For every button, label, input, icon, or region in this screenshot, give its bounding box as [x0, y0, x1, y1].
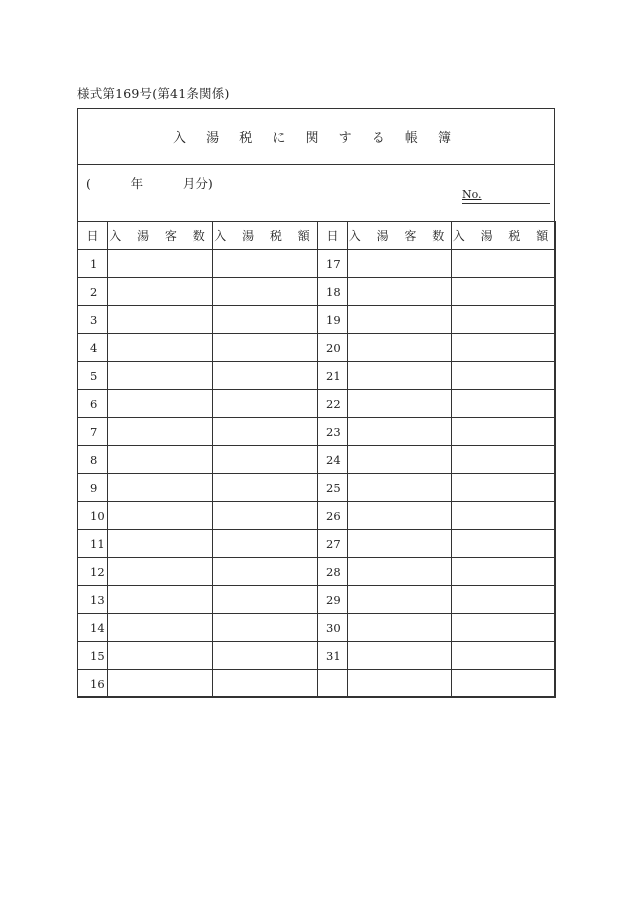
visitors-cell[interactable] [108, 446, 213, 474]
day-cell: 2 [78, 278, 108, 306]
visitors-cell[interactable] [108, 670, 213, 698]
day-cell: 26 [318, 502, 348, 530]
table-row [78, 362, 556, 390]
day-cell: 1 [78, 250, 108, 278]
day-cell: 17 [318, 250, 348, 278]
visitors-cell[interactable] [348, 670, 452, 698]
table-row [78, 670, 556, 698]
tax-cell[interactable] [452, 586, 556, 614]
day-cell: 4 [78, 334, 108, 362]
visitors-cell[interactable] [348, 390, 452, 418]
tax-cell[interactable] [452, 502, 556, 530]
table-row [78, 642, 556, 670]
tax-cell[interactable] [213, 670, 318, 698]
visitors-cell[interactable] [108, 530, 213, 558]
visitors-cell[interactable] [348, 586, 452, 614]
header-row [78, 222, 556, 250]
visitors-cell[interactable] [108, 558, 213, 586]
table-row [78, 250, 556, 278]
visitors-cell[interactable] [348, 558, 452, 586]
table-row [78, 586, 556, 614]
visitors-cell[interactable] [108, 390, 213, 418]
visitors-cell[interactable] [108, 586, 213, 614]
day-cell [318, 670, 348, 698]
day-cell: 28 [318, 558, 348, 586]
tax-cell[interactable] [452, 614, 556, 642]
day-cell: 7 [78, 418, 108, 446]
day-cell: 24 [318, 446, 348, 474]
visitors-cell[interactable] [108, 306, 213, 334]
form-title: 入 湯 税 に 関 す る 帳 簿 [172, 131, 460, 146]
tax-cell[interactable] [213, 530, 318, 558]
visitors-cell[interactable] [108, 250, 213, 278]
day-cell: 22 [318, 390, 348, 418]
visitors-cell[interactable] [348, 474, 452, 502]
day-cell: 11 [78, 530, 108, 558]
tax-cell[interactable] [452, 474, 556, 502]
tax-cell[interactable] [213, 390, 318, 418]
visitors-cell[interactable] [348, 614, 452, 642]
day-cell: 16 [78, 670, 108, 698]
tax-cell[interactable] [452, 334, 556, 362]
day-cell: 12 [78, 558, 108, 586]
day-cell: 8 [78, 446, 108, 474]
table-row [78, 558, 556, 586]
table-row [78, 446, 556, 474]
table-row [78, 306, 556, 334]
tax-cell[interactable] [213, 614, 318, 642]
tax-cell[interactable] [213, 334, 318, 362]
day-cell: 25 [318, 474, 348, 502]
visitors-cell[interactable] [108, 642, 213, 670]
tax-cell[interactable] [213, 418, 318, 446]
ledger-form [77, 108, 555, 697]
day-cell: 9 [78, 474, 108, 502]
table-row [78, 530, 556, 558]
day-cell: 20 [318, 334, 348, 362]
day-header: 日 [78, 222, 108, 250]
day-cell: 10 [78, 502, 108, 530]
tax-cell[interactable] [213, 642, 318, 670]
visitors-header: 入 湯 客 数 [108, 222, 213, 250]
tax-cell[interactable] [452, 642, 556, 670]
day-cell: 21 [318, 362, 348, 390]
day-cell: 6 [78, 390, 108, 418]
visitors-cell[interactable] [348, 530, 452, 558]
table-row [78, 474, 556, 502]
day-cell: 30 [318, 614, 348, 642]
visitors-cell[interactable] [108, 418, 213, 446]
day-cell: 27 [318, 530, 348, 558]
table-row [78, 334, 556, 362]
visitors-cell[interactable] [348, 502, 452, 530]
visitors-cell[interactable] [108, 362, 213, 390]
table-row [78, 502, 556, 530]
day-header: 日 [318, 222, 348, 250]
day-cell: 14 [78, 614, 108, 642]
visitors-cell[interactable] [108, 278, 213, 306]
tax-cell[interactable] [213, 502, 318, 530]
tax-cell[interactable] [213, 446, 318, 474]
table-row [78, 278, 556, 306]
tax-cell[interactable] [213, 362, 318, 390]
day-cell: 5 [78, 362, 108, 390]
visitors-cell[interactable] [108, 502, 213, 530]
tax-cell[interactable] [452, 278, 556, 306]
tax-cell[interactable] [452, 306, 556, 334]
visitors-cell[interactable] [348, 278, 452, 306]
day-cell: 19 [318, 306, 348, 334]
visitors-cell[interactable] [108, 334, 213, 362]
tax-cell[interactable] [452, 446, 556, 474]
day-cell: 29 [318, 586, 348, 614]
tax-cell[interactable] [452, 530, 556, 558]
title-row [78, 109, 554, 165]
visitors-cell[interactable] [348, 642, 452, 670]
day-cell: 13 [78, 586, 108, 614]
tax-cell[interactable] [213, 306, 318, 334]
tax-cell[interactable] [213, 586, 318, 614]
ledger-body [78, 250, 556, 698]
day-cell: 18 [318, 278, 348, 306]
tax-cell[interactable] [452, 362, 556, 390]
number-field[interactable] [462, 189, 550, 204]
visitors-cell[interactable] [348, 446, 452, 474]
table-row [78, 614, 556, 642]
tax-header: 入 湯 税 額 [213, 222, 318, 250]
visitors-cell[interactable] [348, 418, 452, 446]
tax-cell[interactable] [213, 278, 318, 306]
tax-cell[interactable] [452, 670, 556, 698]
visitors-header: 入 湯 客 数 [348, 222, 452, 250]
visitors-cell[interactable] [348, 334, 452, 362]
day-cell: 15 [78, 642, 108, 670]
table-row [78, 390, 556, 418]
date-row [78, 165, 554, 222]
visitors-cell[interactable] [348, 250, 452, 278]
tax-cell[interactable] [213, 558, 318, 586]
day-cell: 31 [318, 642, 348, 670]
tax-cell[interactable] [213, 474, 318, 502]
tax-cell[interactable] [452, 250, 556, 278]
tax-cell[interactable] [452, 390, 556, 418]
visitors-cell[interactable] [348, 306, 452, 334]
day-cell: 3 [78, 306, 108, 334]
visitors-cell[interactable] [108, 474, 213, 502]
visitors-cell[interactable] [108, 614, 213, 642]
year-month-field[interactable]: ( 年 月分) [86, 176, 213, 191]
tax-cell[interactable] [452, 418, 556, 446]
ledger-table [77, 221, 556, 698]
tax-header: 入 湯 税 額 [452, 222, 556, 250]
tax-cell[interactable] [213, 250, 318, 278]
tax-cell[interactable] [452, 558, 556, 586]
visitors-cell[interactable] [348, 362, 452, 390]
table-row [78, 418, 556, 446]
number-label: No. [462, 188, 482, 201]
form-number-label: 様式第169号(第41条関係) [77, 86, 230, 101]
day-cell: 23 [318, 418, 348, 446]
